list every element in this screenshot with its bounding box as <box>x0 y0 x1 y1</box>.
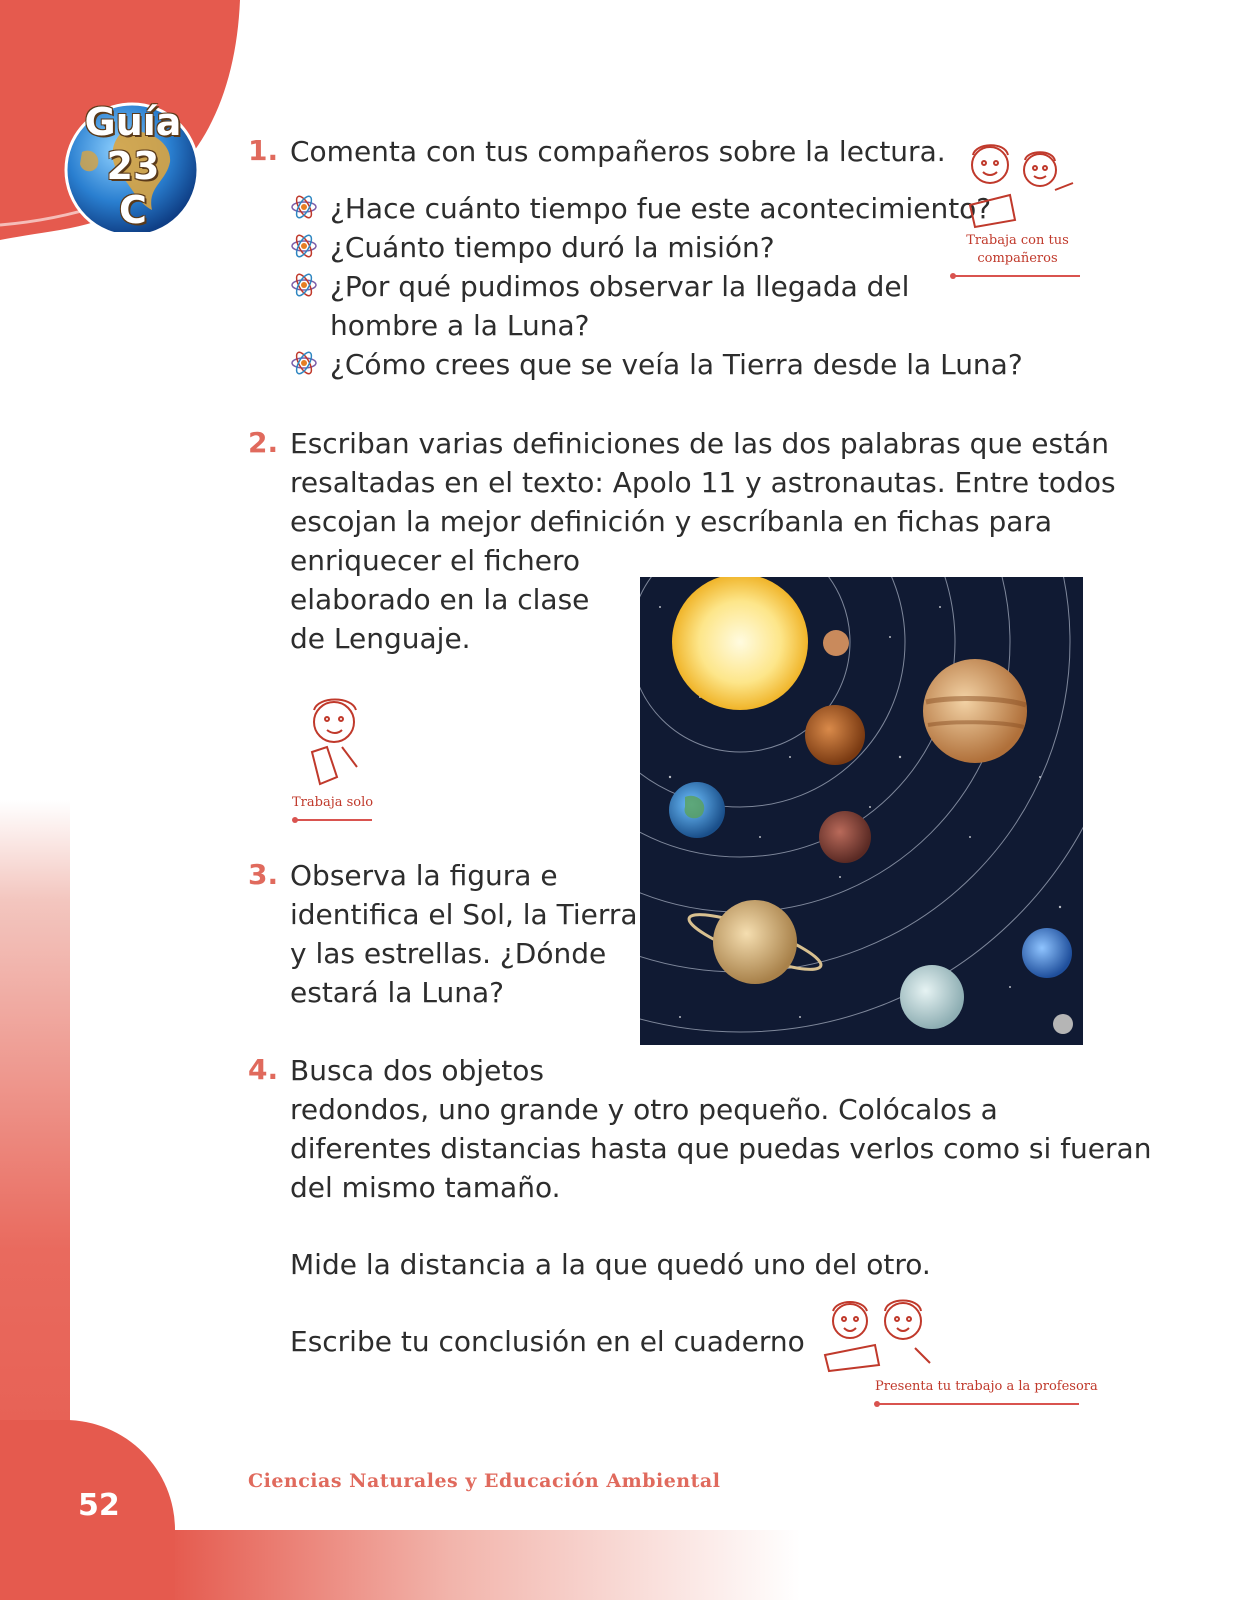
atom-bullet-icon <box>290 349 318 377</box>
question-3-line-4: estará la Luna? <box>290 976 504 1009</box>
question-2-number: 2. <box>248 426 279 459</box>
sticker-underline <box>879 1403 1079 1405</box>
sticker-present-label: Presenta tu trabajo a la profesora <box>875 1379 1098 1394</box>
question-2-line-3: escojan la mejor definición y escríbanla en fichas para <box>290 505 1053 538</box>
question-3-line-3: y las estrellas. ¿Dónde <box>290 937 607 970</box>
bullet-4: ¿Cómo crees que se veía la Tierra desde la Luna? <box>330 348 1023 381</box>
sticker-group-line2: compañeros <box>977 251 1058 266</box>
sticker-underline <box>297 819 372 821</box>
sticker-underline <box>955 275 1080 277</box>
kid-solo-icon <box>292 692 372 792</box>
atom-bullet-icon <box>290 232 318 260</box>
guide-number: Guía 23 <box>84 100 182 188</box>
bullet-2: ¿Cuánto tiempo duró la misión? <box>330 231 775 264</box>
question-2-line-5: elaborado en la clase <box>290 583 590 616</box>
question-2-line-1: Escriban varias definiciones de las dos palabras que están <box>290 427 1109 460</box>
subject-footer: Ciencias Naturales y Educación Ambiental <box>248 1470 721 1492</box>
page-number: 52 <box>78 1488 120 1523</box>
question-2-line-6: de Lenguaje. <box>290 622 471 655</box>
kids-group-icon <box>955 135 1080 230</box>
question-4-conclusion: Escribe tu conclusión en el cuaderno <box>290 1325 805 1358</box>
question-1-text: Comenta con tus compañeros sobre la lectura. <box>290 135 946 168</box>
question-4-number: 4. <box>248 1053 279 1086</box>
question-4-measure: Mide la distancia a la que quedó uno del otro. <box>290 1248 931 1281</box>
question-4-line-1: Busca dos objetos <box>290 1054 544 1087</box>
question-4-line-3: diferentes distancias hasta que puedas verlos como si fueran <box>290 1132 1152 1165</box>
sticker-group-line1: Trabaja con tus <box>966 233 1069 248</box>
question-4-line-4: del mismo tamaño. <box>290 1171 561 1204</box>
question-2-line-4: enriquecer el fichero <box>290 544 580 577</box>
sticker-solo-label: Trabaja solo <box>292 795 374 810</box>
question-1-number: 1. <box>248 134 279 167</box>
solar-system-image <box>640 577 1083 1045</box>
question-3-line-2: identifica el Sol, la Tierra <box>290 898 638 931</box>
atom-bullet-icon <box>290 271 318 299</box>
sticker-group-label <box>950 232 1085 268</box>
guide-letter: C <box>119 188 147 232</box>
bullet-3: ¿Por qué pudimos observar la llegada del <box>330 270 910 303</box>
left-decorative-band <box>0 0 70 1600</box>
atom-bullet-icon <box>290 193 318 221</box>
guide-title <box>58 100 208 232</box>
kids-present-icon <box>815 1293 955 1373</box>
question-3-line-1: Observa la figura e <box>290 859 558 892</box>
question-3-number: 3. <box>248 858 279 891</box>
question-4-line-2: redondos, uno grande y otro pequeño. Colócalos a <box>290 1093 998 1126</box>
question-2-line-2: resaltadas en el texto: Apolo 11 y astronautas. Entre todos <box>290 466 1116 499</box>
bullet-3-continued: hombre a la Luna? <box>330 309 590 342</box>
bullet-1: ¿Hace cuánto tiempo fue este acontecimiento? <box>330 192 992 225</box>
